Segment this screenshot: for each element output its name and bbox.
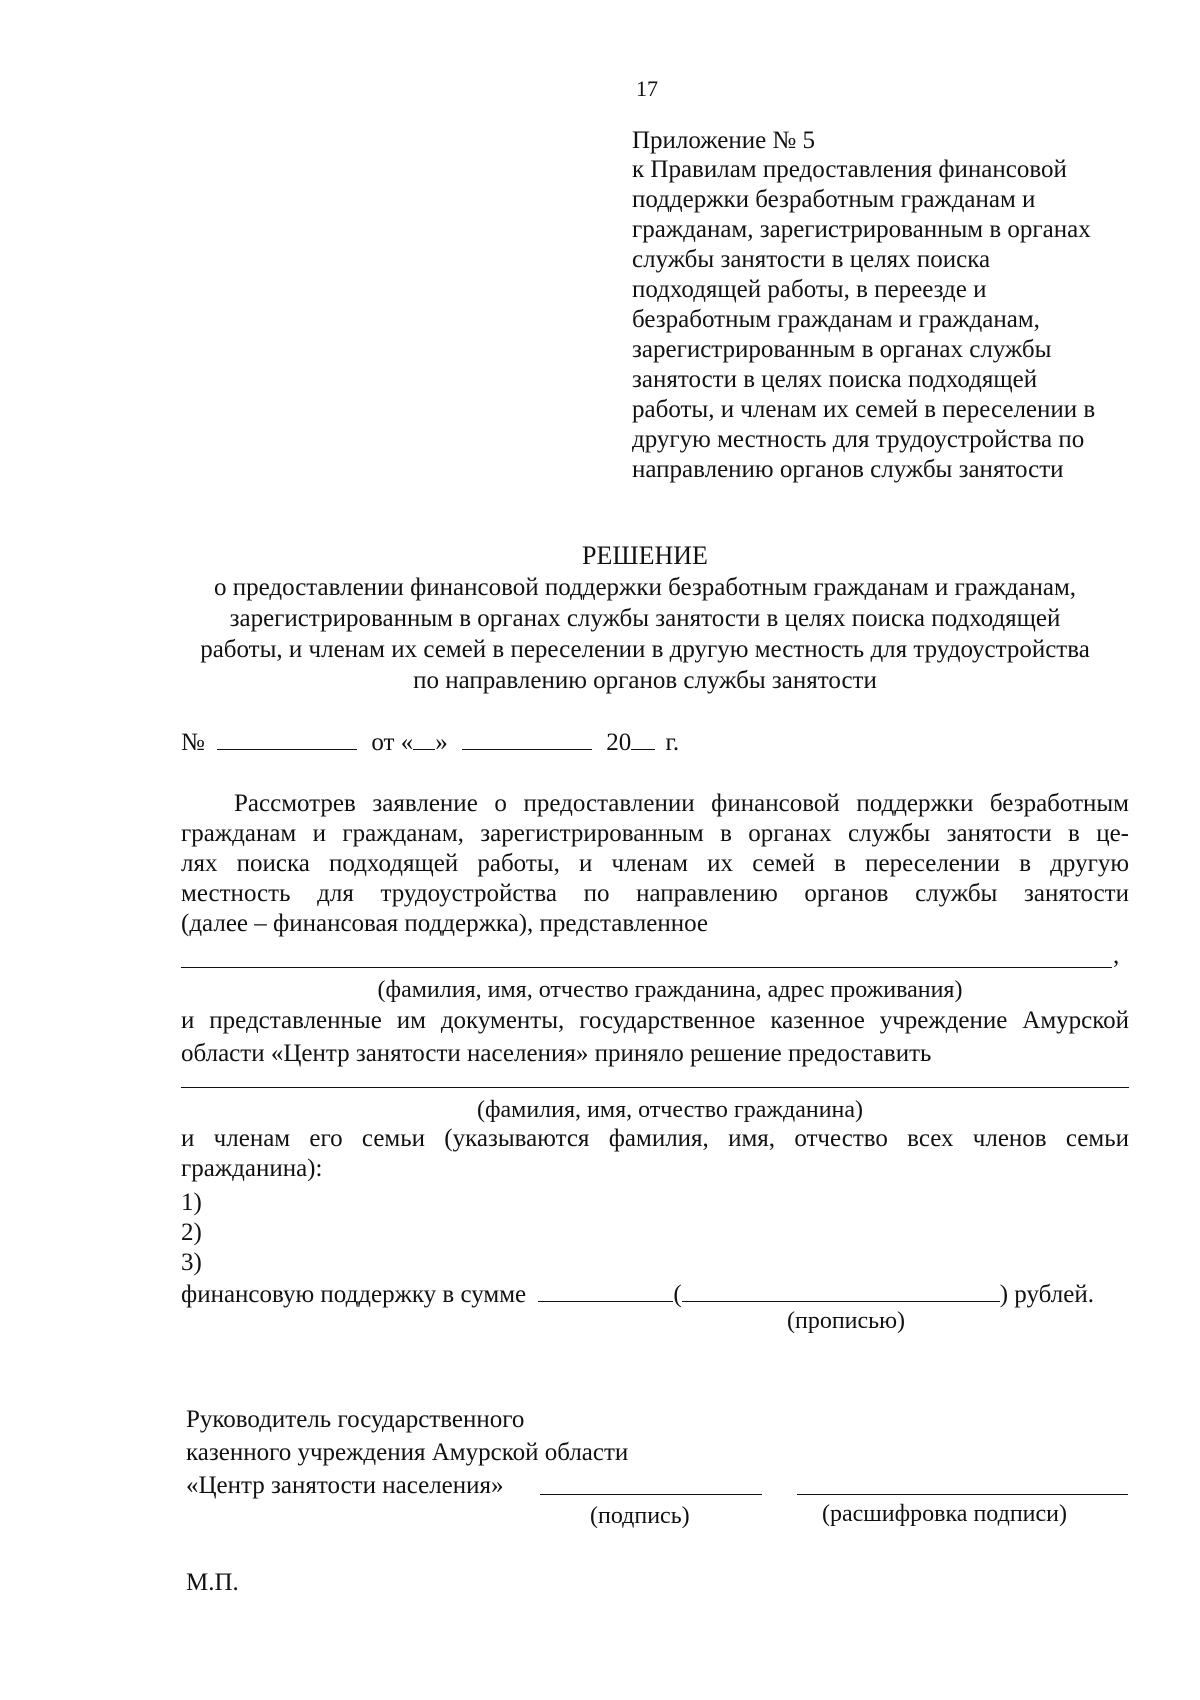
month-blank bbox=[462, 725, 592, 750]
year-suffix: г. bbox=[665, 729, 680, 756]
sum-line bbox=[181, 1277, 1094, 1310]
body-line: области «Центр занятости населения» приняло решение предоставить bbox=[181, 1040, 932, 1067]
signature-line-text: Руководитель государственного bbox=[186, 1406, 525, 1433]
appendix-line: гражданам, зарегистрированным в органах bbox=[632, 216, 1091, 243]
sum-prefix: финансовую поддержку в сумме bbox=[181, 1281, 527, 1308]
year-blank bbox=[631, 725, 655, 750]
stamp-place: М.П. bbox=[186, 1569, 239, 1596]
signature-caption: (подпись) bbox=[590, 1503, 690, 1529]
applicant-caption: (фамилия, имя, отчество гражданина, адрес проживания) bbox=[377, 977, 963, 1003]
decision-subtitle-line: зарегистрированным в органах службы занятости в целях поиска подходящей bbox=[229, 605, 1061, 632]
number-sign: № bbox=[181, 729, 205, 756]
body-line: гражданина): bbox=[181, 1155, 323, 1182]
sum-blank bbox=[538, 1277, 673, 1302]
appendix-line: подходящей работы, в переезде и bbox=[632, 276, 987, 303]
sum-suffix: ) рублей. bbox=[999, 1281, 1094, 1308]
day-blank bbox=[413, 725, 435, 750]
signature-decode-blank-line bbox=[797, 1494, 1128, 1495]
body-line: и членам его семьи (указываются фамилия, имя, отчество всех членов семьи bbox=[181, 1125, 1129, 1152]
appendix-title: Приложение № 5 bbox=[632, 127, 816, 154]
body-line: лях поиска подходящей работы, и членам их семей в переселении в другую bbox=[181, 850, 1129, 877]
number-date-line bbox=[181, 725, 679, 758]
body-line: гражданам и гражданам, зарегистрированным в органах службы занятости в це- bbox=[181, 820, 1129, 847]
number-blank bbox=[217, 725, 357, 750]
sum-open-paren: ( bbox=[673, 1281, 682, 1308]
appendix-text bbox=[632, 155, 1095, 485]
appendix-line: безработным гражданам и гражданам, bbox=[632, 306, 1040, 333]
list-item: 1) bbox=[181, 1189, 202, 1216]
body-line: местность для трудоустройства по направлению органов службы занятости bbox=[181, 880, 1129, 907]
appendix-line: работы, и членам их семей в переселении в bbox=[632, 396, 1096, 423]
citizen-caption: (фамилия, имя, отчество гражданина) bbox=[476, 1097, 864, 1123]
family-members-list bbox=[181, 1188, 202, 1278]
appendix-line: поддержки безработным гражданам и bbox=[632, 186, 1036, 213]
decision-subtitle-line: работы, и членам их семей в переселении в другую местность для трудоустройства bbox=[200, 636, 1090, 663]
year-prefix: 20 bbox=[606, 729, 632, 756]
date-from-label: от « bbox=[371, 729, 414, 756]
body-paragraph-3 bbox=[181, 1124, 1129, 1184]
appendix-line: направлению органов службы занятости bbox=[632, 456, 1064, 483]
body-line: Рассмотрев заявление о предоставлении финансовой поддержки безработным bbox=[234, 790, 1129, 817]
body-line: и представленные им документы, государственное казенное учреждение Амурской bbox=[181, 1007, 1129, 1034]
signature-line-text: казенного учреждения Амурской области bbox=[186, 1439, 629, 1466]
applicant-line bbox=[181, 967, 1112, 968]
body-line: (далее – финансовая поддержка), представленное bbox=[181, 910, 709, 937]
appendix-line: другую местность для трудоустройства по bbox=[632, 426, 1085, 453]
body-paragraph-2 bbox=[181, 1006, 1129, 1069]
body-paragraph-1 bbox=[181, 789, 1129, 939]
appendix-line: службы занятости в целях поиска bbox=[632, 246, 991, 273]
sum-words-caption: (прописью) bbox=[787, 1308, 906, 1334]
decision-subtitle-line: по направлению органов службы занятости bbox=[413, 667, 877, 694]
decision-heading bbox=[160, 541, 1130, 697]
sum-words-blank bbox=[682, 1277, 1000, 1302]
decision-title: РЕШЕНИЕ bbox=[582, 541, 708, 570]
signature-line-text: «Центр занятости населения» bbox=[186, 1472, 504, 1499]
applicant-line-comma: , bbox=[1113, 942, 1120, 969]
signature-blank-line bbox=[540, 1494, 762, 1495]
decision-subtitle-line: о предоставлении финансовой поддержки безработным гражданам и гражданам, bbox=[213, 574, 1077, 601]
appendix-line: зарегистрированным в органах службы bbox=[632, 336, 1052, 363]
citizen-line bbox=[181, 1087, 1129, 1088]
appendix-line: к Правилам предоставления финансовой bbox=[632, 156, 1067, 183]
signature-block bbox=[186, 1405, 628, 1504]
list-item: 3) bbox=[181, 1249, 202, 1276]
date-close-quote: » bbox=[435, 729, 448, 756]
page-number: 17 bbox=[636, 76, 658, 101]
signature-decode-caption: (расшифровка подписи) bbox=[822, 1501, 1067, 1527]
appendix-line: занятости в целях поиска подходящей bbox=[632, 366, 1038, 393]
list-item: 2) bbox=[181, 1219, 202, 1246]
